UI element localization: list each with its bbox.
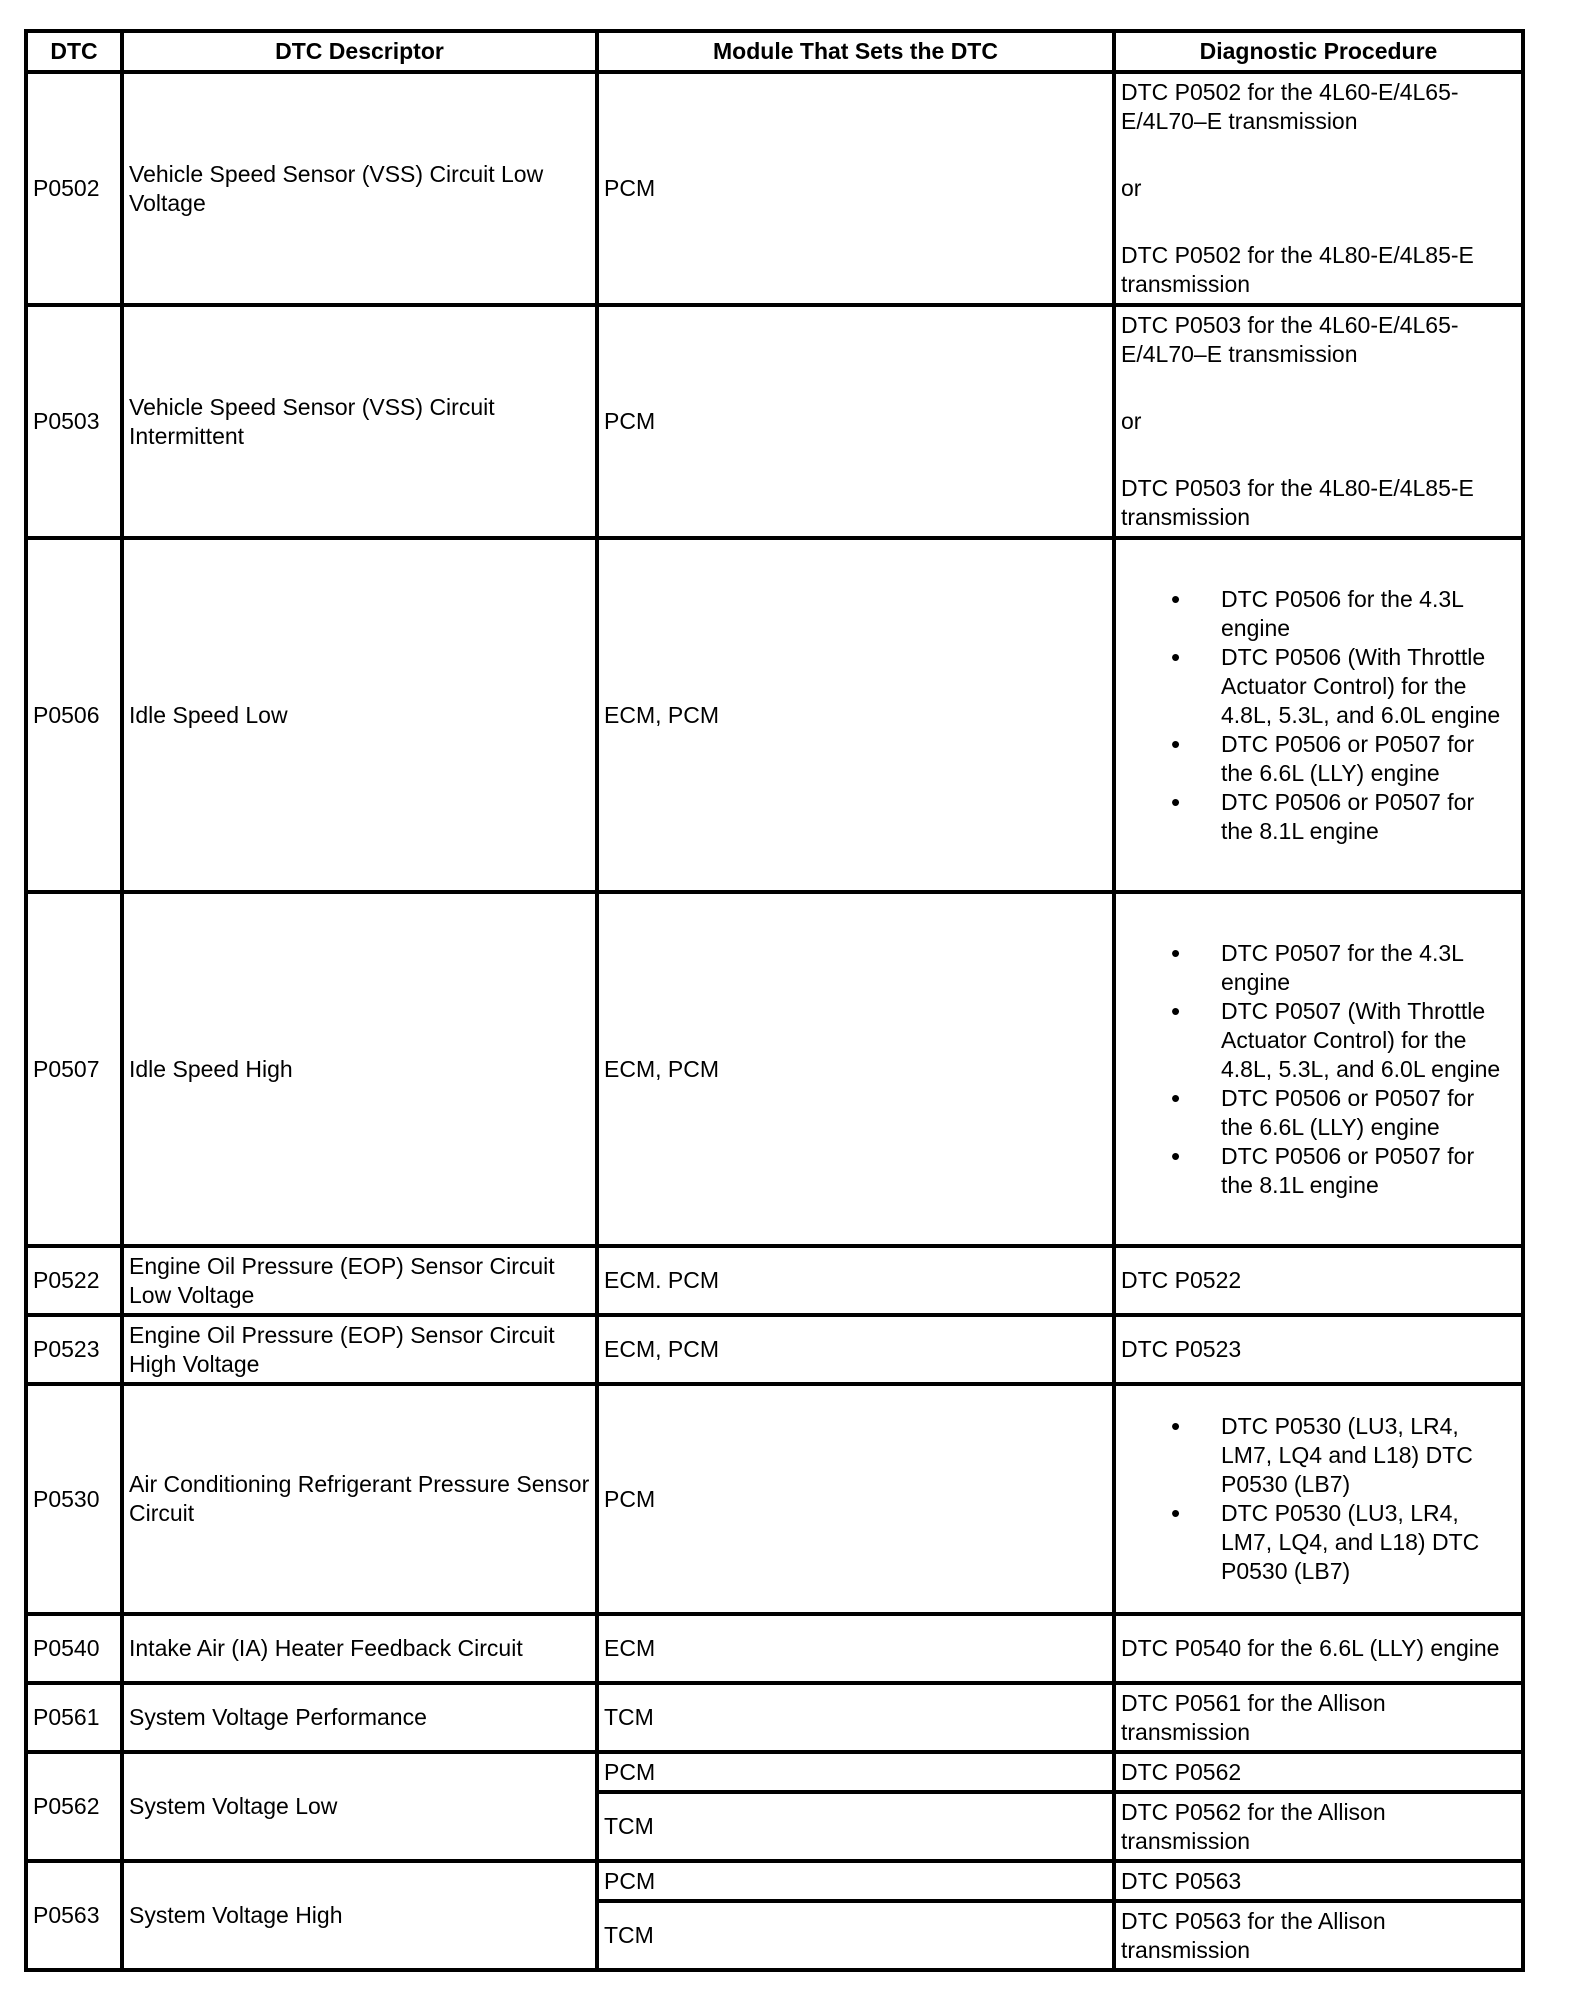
procedure-link[interactable]: DTC P0503 for the 4L80-E/4L85-E transmission [1121, 475, 1474, 530]
table-row [26, 1246, 1523, 1315]
dtc-code: P0530 [26, 1384, 122, 1614]
table-row [26, 1614, 1523, 1683]
dtc-module: TCM [597, 1792, 1114, 1861]
dtc-module: TCM [597, 1901, 1114, 1970]
dtc-code: P0506 [26, 538, 122, 892]
table-row [26, 72, 1523, 305]
table-row [26, 1683, 1523, 1752]
dtc-procedure[interactable]: DTC P0562 for the Allison transmission [1114, 1792, 1523, 1861]
dtc-procedure[interactable]: DTC P0562 [1114, 1752, 1523, 1792]
dtc-procedure[interactable]: DTC P0523 [1114, 1315, 1523, 1384]
dtc-code: P0522 [26, 1246, 122, 1315]
procedure-link[interactable]: • DTC P0530 (LU3, LR4, LM7, LQ4, and L18) DTC P0530 (LB7) [1121, 1499, 1516, 1586]
procedure-link[interactable]: • DTC P0506 or P0507 for the 8.1L engine [1121, 788, 1516, 846]
dtc-module: ECM, PCM [597, 892, 1114, 1246]
table-row [26, 1861, 1523, 1901]
header-module: Module That Sets the DTC [597, 31, 1114, 72]
dtc-module: PCM [597, 1384, 1114, 1614]
header-procedure: Diagnostic Procedure [1114, 31, 1523, 72]
table-row [26, 305, 1523, 538]
dtc-module: ECM. PCM [597, 1246, 1114, 1315]
procedure-link[interactable]: • DTC P0507 for the 4.3L engine [1121, 939, 1516, 997]
dtc-procedure [1114, 305, 1523, 538]
procedure-link[interactable]: • DTC P0506 or P0507 for the 6.6L (LLY) engine [1121, 730, 1516, 788]
procedure-link[interactable]: • DTC P0530 (LU3, LR4, LM7, LQ4 and L18) DTC P0530 (LB7) [1121, 1412, 1516, 1499]
procedure-link[interactable]: • DTC P0506 for the 4.3L engine [1121, 585, 1516, 643]
table-row [26, 538, 1523, 892]
procedure-link[interactable]: • DTC P0506 (With Throttle Actuator Control) for the 4.8L, 5.3L, and 6.0L engine [1121, 643, 1516, 730]
dtc-table [24, 29, 1525, 1972]
procedure-link[interactable]: • DTC P0506 or P0507 for the 6.6L (LLY) engine [1121, 1084, 1516, 1142]
table-row [26, 892, 1523, 1246]
table-row [26, 1384, 1523, 1614]
dtc-descriptor: Vehicle Speed Sensor (VSS) Circuit Low Voltage [122, 72, 597, 305]
procedure-link[interactable]: DTC P0503 for the 4L60-E/4L65-E/4L70–E transmission [1121, 312, 1459, 367]
dtc-module: ECM, PCM [597, 538, 1114, 892]
dtc-module: PCM [597, 1752, 1114, 1792]
procedure-or: or [1121, 175, 1142, 201]
dtc-code: P0523 [26, 1315, 122, 1384]
dtc-code: P0561 [26, 1683, 122, 1752]
procedure-list [1121, 939, 1516, 1200]
dtc-module: ECM [597, 1614, 1114, 1683]
procedure-link[interactable]: • DTC P0507 (With Throttle Actuator Control) for the 4.8L, 5.3L, and 6.0L engine [1121, 997, 1516, 1084]
table-row [26, 1315, 1523, 1384]
dtc-procedure [1114, 72, 1523, 305]
procedure-or: or [1121, 408, 1142, 434]
dtc-procedure[interactable]: DTC P0563 [1114, 1861, 1523, 1901]
dtc-descriptor: System Voltage High [122, 1861, 597, 1970]
dtc-descriptor: Intake Air (IA) Heater Feedback Circuit [122, 1614, 597, 1683]
dtc-module: ECM, PCM [597, 1315, 1114, 1384]
procedure-link[interactable]: DTC P0502 for the 4L60-E/4L65-E/4L70–E transmission [1121, 79, 1459, 134]
header-descriptor: DTC Descriptor [122, 31, 597, 72]
dtc-procedure [1114, 1384, 1523, 1614]
dtc-descriptor: Air Conditioning Refrigerant Pressure Sensor Circuit [122, 1384, 597, 1614]
header-dtc: DTC [26, 31, 122, 72]
table-row [26, 1752, 1523, 1792]
dtc-code: P0563 [26, 1861, 122, 1970]
procedure-list [1121, 1412, 1516, 1586]
dtc-module: PCM [597, 72, 1114, 305]
dtc-procedure[interactable]: DTC P0522 [1114, 1246, 1523, 1315]
dtc-descriptor: System Voltage Performance [122, 1683, 597, 1752]
procedure-link[interactable]: DTC P0502 for the 4L80-E/4L85-E transmission [1121, 242, 1474, 297]
dtc-procedure[interactable]: DTC P0563 for the Allison transmission [1114, 1901, 1523, 1970]
dtc-code: P0507 [26, 892, 122, 1246]
table-header-row [26, 31, 1523, 72]
procedure-list [1121, 585, 1516, 846]
dtc-descriptor: Idle Speed High [122, 892, 597, 1246]
dtc-module: PCM [597, 1861, 1114, 1901]
dtc-descriptor: Engine Oil Pressure (EOP) Sensor Circuit Low Voltage [122, 1246, 597, 1315]
dtc-procedure[interactable]: DTC P0561 for the Allison transmission [1114, 1683, 1523, 1752]
dtc-descriptor: Vehicle Speed Sensor (VSS) Circuit Intermittent [122, 305, 597, 538]
dtc-procedure [1114, 538, 1523, 892]
dtc-module: PCM [597, 305, 1114, 538]
dtc-code: P0562 [26, 1752, 122, 1861]
dtc-code: P0503 [26, 305, 122, 538]
dtc-code: P0502 [26, 72, 122, 305]
dtc-descriptor: Idle Speed Low [122, 538, 597, 892]
dtc-module: TCM [597, 1683, 1114, 1752]
dtc-procedure [1114, 892, 1523, 1246]
dtc-descriptor: System Voltage Low [122, 1752, 597, 1861]
procedure-link[interactable]: • DTC P0506 or P0507 for the 8.1L engine [1121, 1142, 1516, 1200]
dtc-procedure[interactable]: DTC P0540 for the 6.6L (LLY) engine [1114, 1614, 1523, 1683]
dtc-code: P0540 [26, 1614, 122, 1683]
dtc-descriptor: Engine Oil Pressure (EOP) Sensor Circuit High Voltage [122, 1315, 597, 1384]
